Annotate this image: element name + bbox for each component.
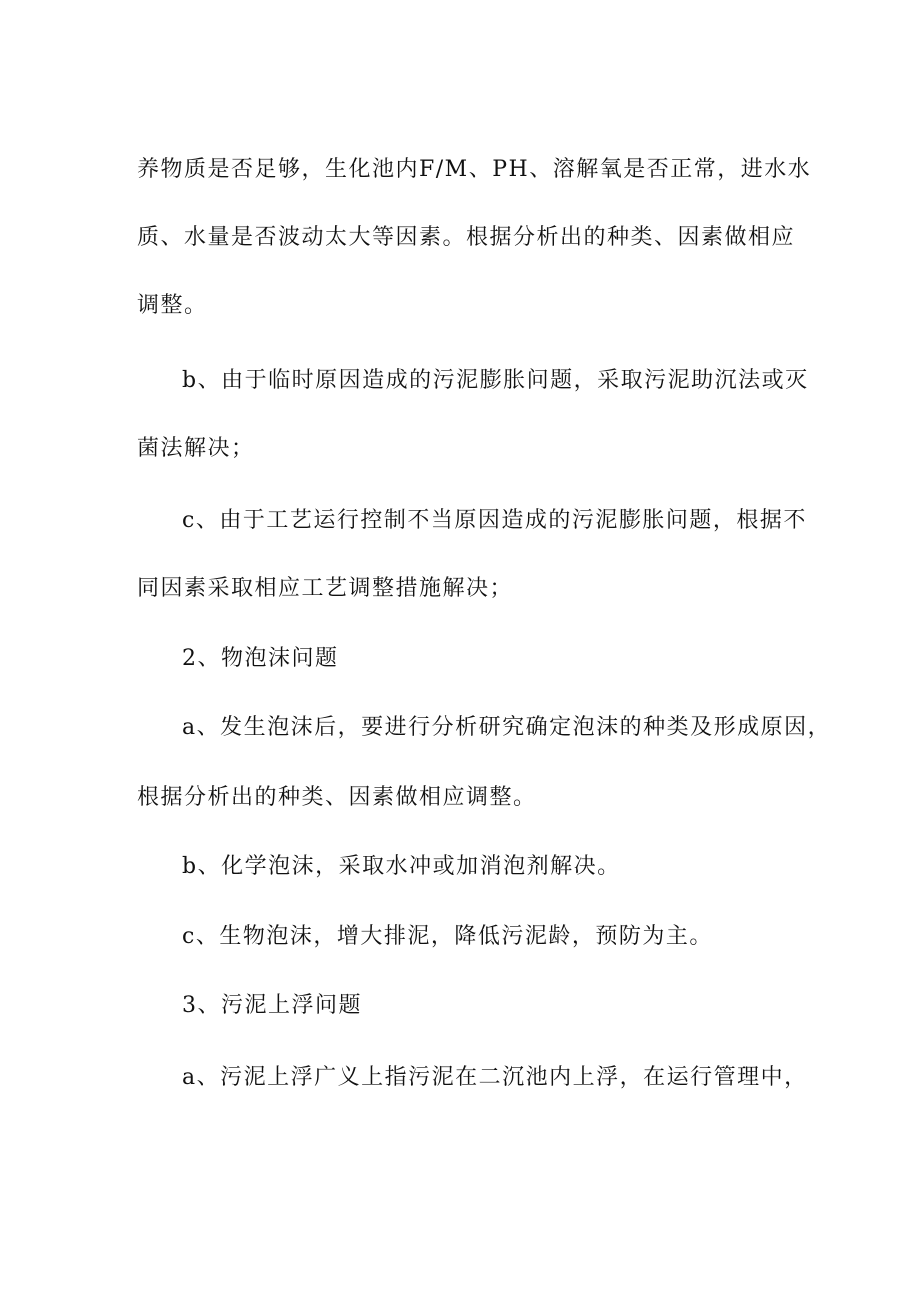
text-line: 根据分析出的种类、因素做相应调整。 <box>137 785 537 810</box>
text-line: 调整。 <box>137 293 208 318</box>
text-line: a、发生泡沫后，要进行分析研究确定泡沫的种类及形成原因， <box>182 715 832 740</box>
text-line: 同因素采取相应工艺调整措施解决； <box>137 576 514 601</box>
text-line: a、污泥上浮广义上指污泥在二沉池内上浮，在运行管理中， <box>182 1065 808 1090</box>
text-line: 养物质是否足够，生化池内F/M、PH、溶解氧是否正常，进水水 <box>137 157 812 182</box>
text-line: b、由于临时原因造成的污泥膨胀问题，采取污泥助沉法或灭 <box>182 368 809 393</box>
text-line: c、生物泡沫，增大排泥，降低污泥龄，预防为主。 <box>182 924 713 949</box>
text-line: 质、水量是否波动太大等因素。根据分析出的种类、因素做相应 <box>137 225 796 250</box>
section-heading: 2、物泡沫问题 <box>182 646 339 671</box>
section-heading: 3、污泥上浮问题 <box>182 993 362 1018</box>
text-line: 菌法解决； <box>137 436 255 461</box>
text-line: b、化学泡沫，采取水冲或加消泡剂解决。 <box>182 854 621 879</box>
text-line: c、由于工艺运行控制不当原因造成的污泥膨胀问题，根据不 <box>182 508 807 533</box>
